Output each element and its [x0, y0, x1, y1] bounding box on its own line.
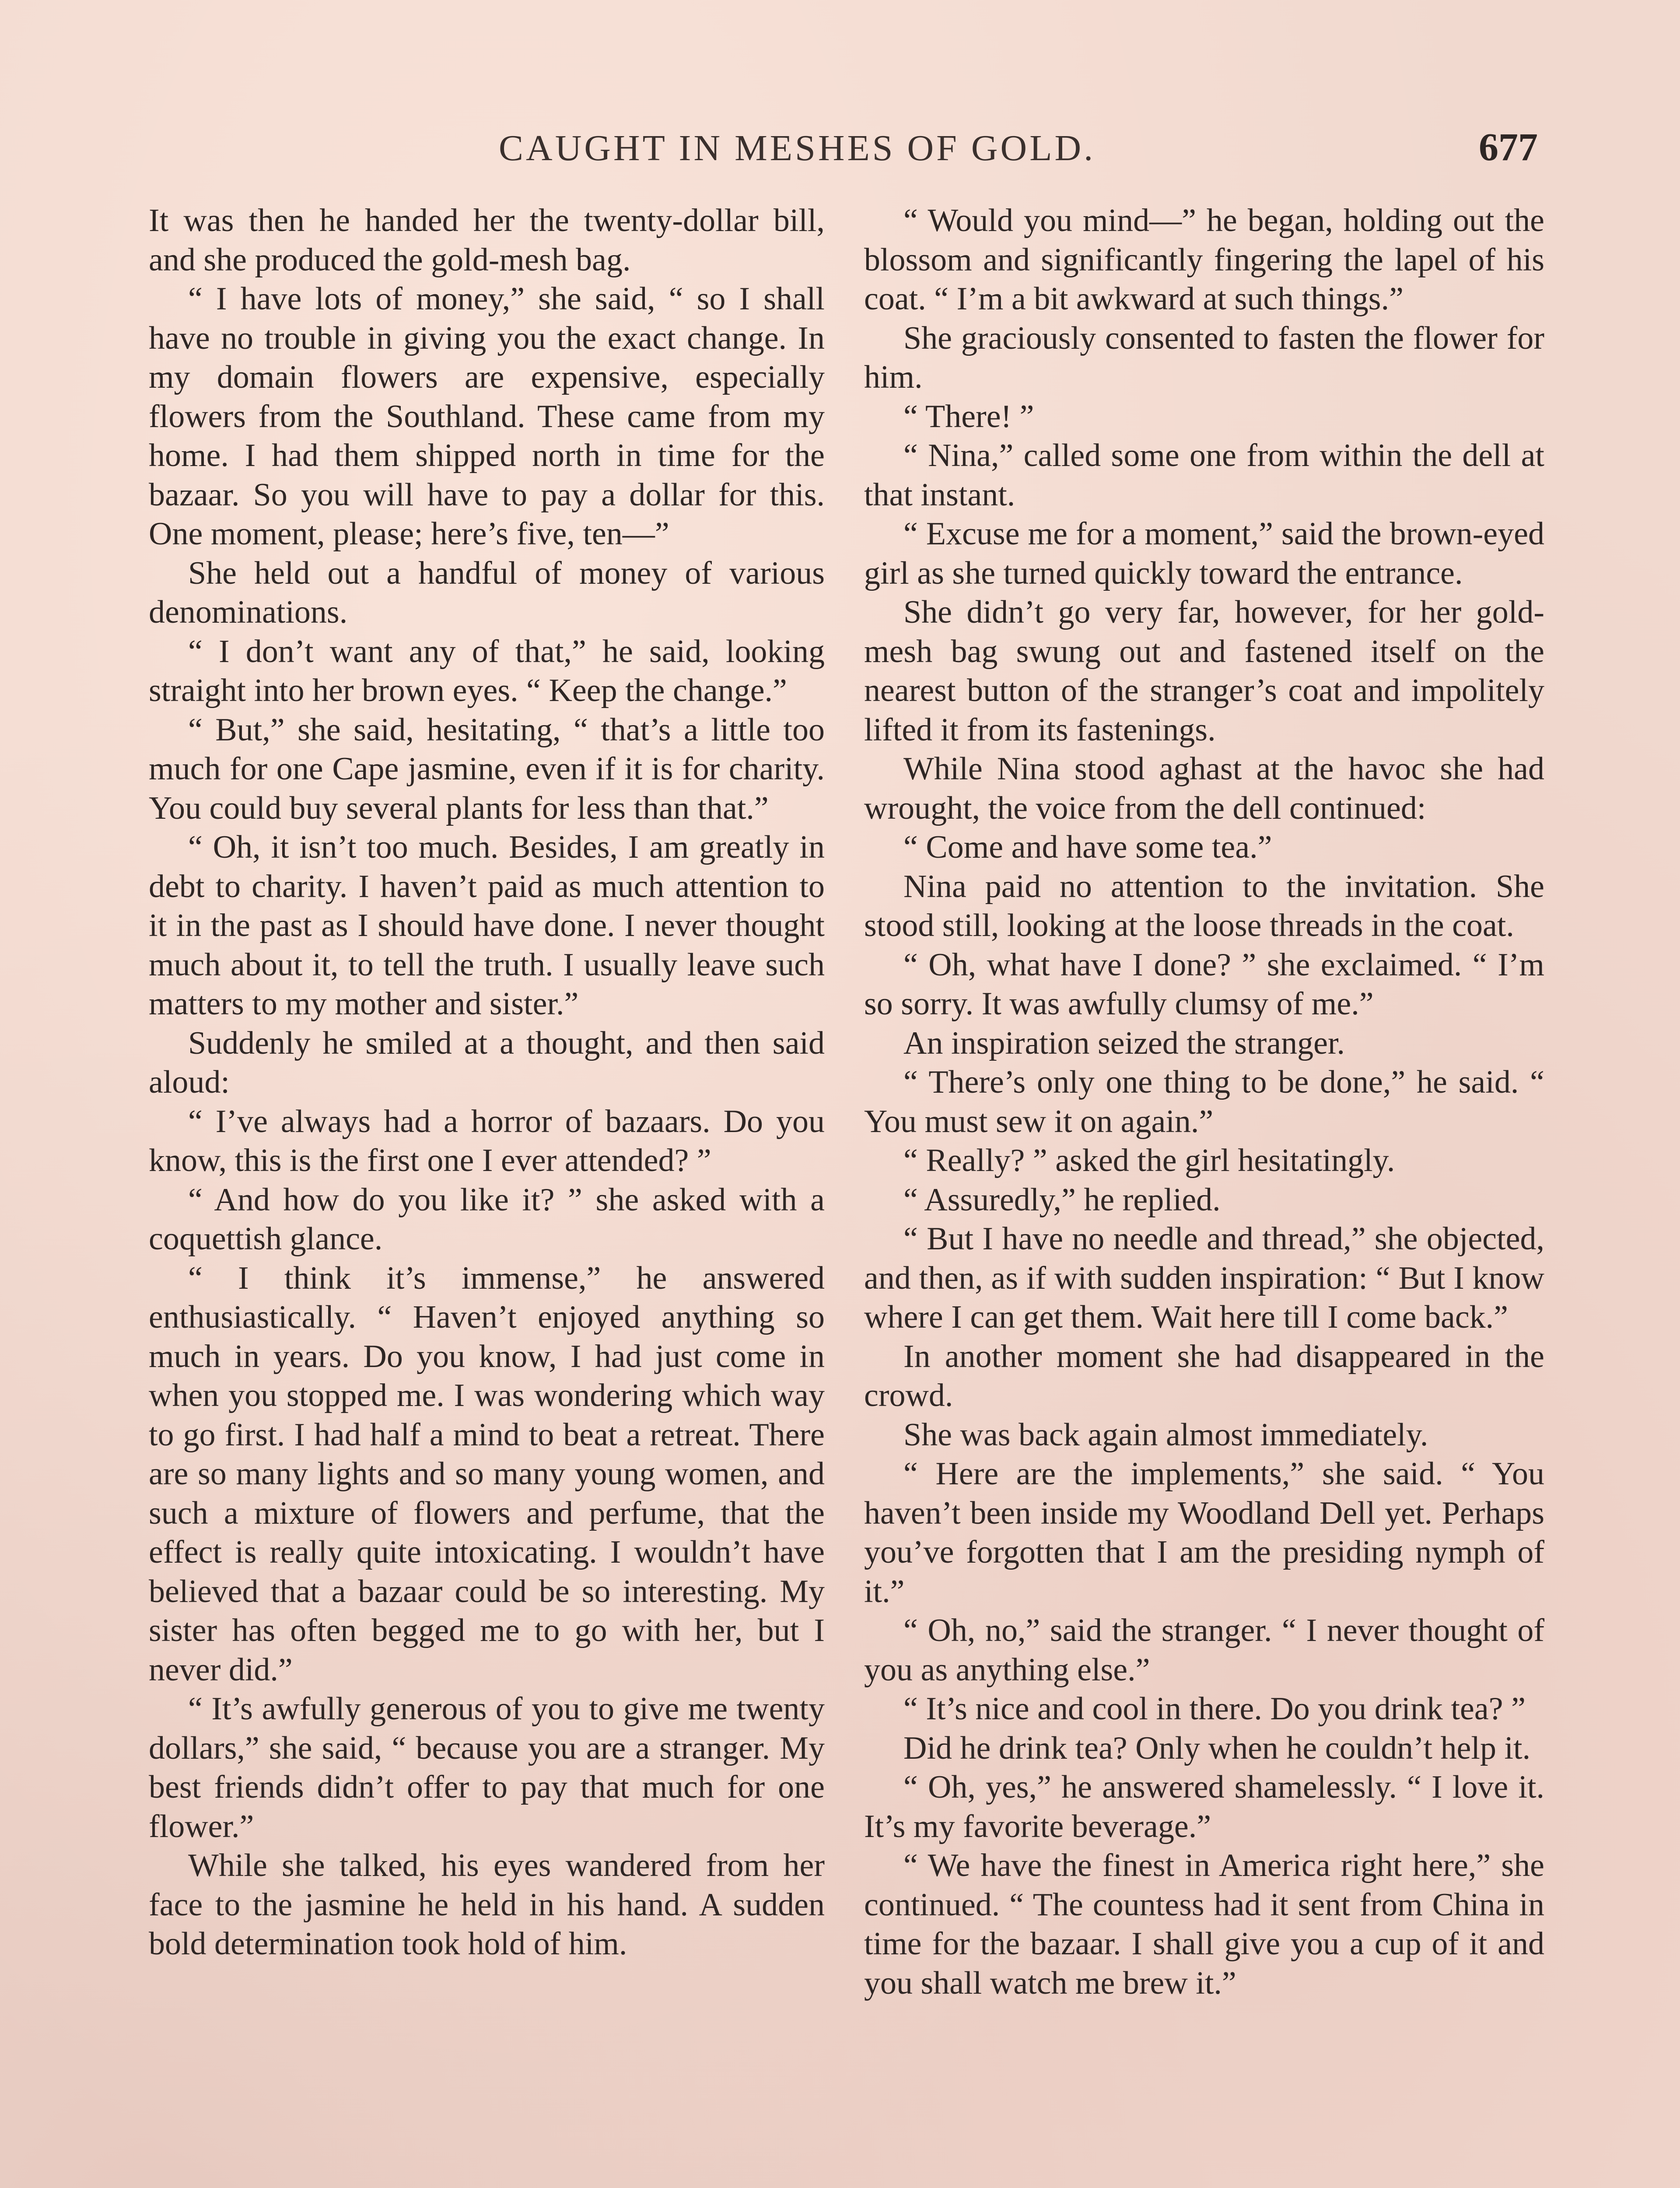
paragraph: She held out a handful of money of various denominations.: [149, 555, 825, 630]
paragraph: “ There! ”: [903, 398, 1034, 435]
paragraph: “ Really? ” asked the girl hesitatingly.: [903, 1143, 1395, 1178]
paragraph: “ There’s only one thing to be done,” he said. “ You must sew it on again.”: [864, 1064, 1544, 1140]
paragraph: An inspiration seized the stranger.: [903, 1025, 1345, 1061]
paragraph: Nina paid no attention to the invitation. She stood still, looking at the loose threads in the coat.: [864, 868, 1544, 943]
paragraph: “ It’s nice and cool in there. Do you drink tea? ”: [903, 1691, 1526, 1727]
paragraph: “ I don’t want any of that,” he said, looking straight into her brown eyes. “ Keep the change.”: [149, 633, 825, 708]
paragraph: She didn’t go very far, however, for her gold-mesh bag swung out and fastened itself on the nearest button of the stranger’s coat and impolitely lifted it from its fastenings.: [864, 594, 1544, 748]
paragraph: “ Oh, what have I done? ” she exclaimed. “ I’m so sorry. It was awfully clumsy of me.”: [864, 947, 1544, 1022]
left-column: [149, 201, 825, 1964]
paragraph: Did he drink tea? Only when he couldn’t help it.: [903, 1730, 1531, 1766]
paragraph: “ Here are the implements,” she said. “ You haven’t been inside my Woodland Dell yet. Perhaps you’ve forgotten that I am the presiding nymph of it.”: [864, 1456, 1544, 1609]
paragraph: While Nina stood aghast at the havoc she had wrought, the voice from the dell continued:: [864, 751, 1544, 826]
paragraph: “ And how do you like it? ” she asked with a coquettish glance.: [149, 1182, 825, 1257]
paragraph: She was back again almost immediately.: [903, 1417, 1428, 1453]
paragraph: “ It’s awfully generous of you to give me twenty dollars,” she said, “ because you are a stranger. My best friends didn’t offer to pay that much for one flower.”: [149, 1691, 825, 1844]
paragraph: “ I have lots of money,” she said, “ so I shall have no trouble in giving you the exact change. In my domain flowers are expensive, especially flowers from the Southland. These came from my home. I had them shipped north in time for the bazaar. So you will have to pay a dollar for this. One moment, please; here’s five, ten—”: [149, 281, 825, 552]
page-number: 677: [1479, 126, 1538, 169]
paragraph: “ Come and have some tea.”: [903, 829, 1272, 865]
paragraph: Suddenly he smiled at a thought, and then said aloud:: [149, 1025, 825, 1100]
paragraph: In another moment she had disappeared in the crowd.: [864, 1338, 1544, 1413]
paragraph: “ But I have no needle and thread,” she objected, and then, as if with sudden inspiration: “ But I know where I can get them. Wait here till I come back.”: [864, 1221, 1544, 1335]
paragraph: It was then he handed her the twenty-dollar bill, and she produced the gold-mesh bag.: [149, 203, 825, 278]
running-title: CAUGHT IN MESHES OF GOLD.: [499, 128, 1096, 168]
paragraph: “ Excuse me for a moment,” said the brown-eyed girl as she turned quickly toward the entrance.: [864, 516, 1544, 591]
paragraph: She graciously consented to fasten the flower for him.: [864, 320, 1544, 395]
paragraph: “ Oh, yes,” he answered shamelessly. “ I love it. It’s my favorite beverage.”: [864, 1769, 1544, 1844]
paragraph: “ I think it’s immense,” he answered enthusiastically. “ Haven’t enjoyed anything so much in years. Do you know, I had just come in when you stopped me. I was wondering which way to go first. I had half a mind to beat a retreat. There are so many lights and so many young women, and such a mixture of flowers and perfume, that the effect is really quite intoxicating. I wouldn’t have believed that a bazaar could be so interesting. My sister has often begged me to go with her, but I never did.”: [149, 1260, 825, 1688]
paragraph: “ Oh, it isn’t too much. Besides, I am greatly in debt to charity. I haven’t paid as much attention to it in the past as I should have done. I never thought much about it, to tell the truth. I usually leave such matters to my mother and sister.”: [149, 829, 825, 1022]
paragraph: “ But,” she said, hesitating, “ that’s a little too much for one Cape jasmine, even if it is for charity. You could buy several plants for less than that.”: [149, 712, 825, 826]
paragraph: “ Would you mind—” he began, holding out the blossom and significantly fingering the lapel of his coat. “ I’m a bit awkward at such things.”: [864, 203, 1544, 317]
right-column: [864, 201, 1544, 2003]
paragraph: “ We have the finest in America right here,” she continued. “ The countess had it sent from China in time for the bazaar. I shall give you a cup of it and you shall watch me brew it.”: [864, 1848, 1544, 2001]
paragraph: “ Nina,” called some one from within the dell at that instant.: [864, 438, 1544, 513]
paragraph: “ Assuredly,” he replied.: [903, 1182, 1221, 1218]
paragraph: “ I’ve always had a horror of bazaars. Do you know, this is the first one I ever attended? ”: [149, 1103, 825, 1178]
paragraph: While she talked, his eyes wandered from her face to the jasmine he held in his hand. A sudden bold determination took hold of him.: [149, 1848, 825, 1962]
paragraph: “ Oh, no,” said the stranger. “ I never thought of you as anything else.”: [864, 1613, 1544, 1688]
